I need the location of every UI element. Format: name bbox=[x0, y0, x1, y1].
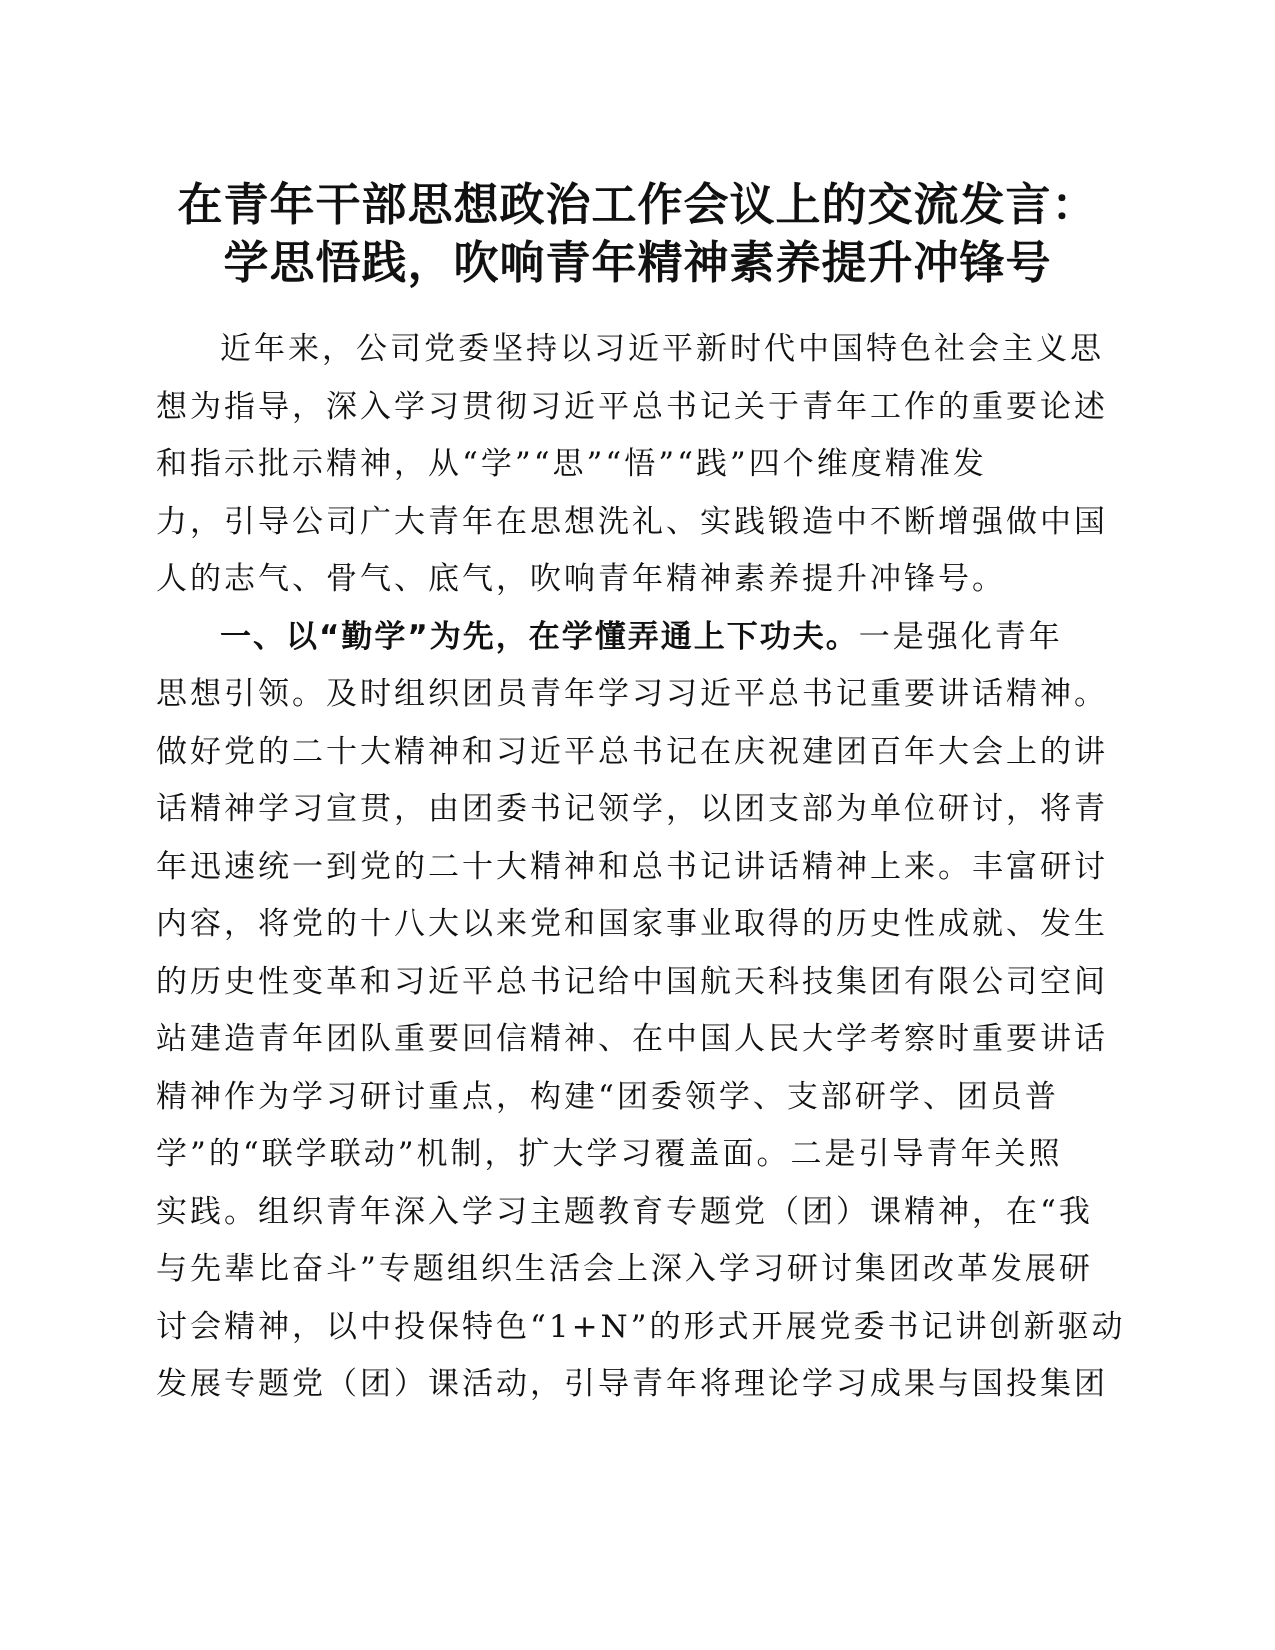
section1-first-line bbox=[156, 609, 1106, 667]
section1-line: 学”的“联学联动”机制，扩大学习覆盖面。二是引导青年关照 bbox=[156, 1136, 1063, 1172]
section1-line: 做好党的二十大精神和习近平总书记在庆祝建团百年大会上的讲 bbox=[156, 733, 1108, 770]
section1-line: 的历史性变革和习近平总书记给中国航天科技集团有限公司空间 bbox=[156, 963, 1108, 1000]
intro-line: 近年来，公司党委坚持以习近平新时代中国特色社会主义思 bbox=[220, 331, 1104, 367]
section1-line: 内容，将党的十八大以来党和国家事业取得的历史性成就、发生 bbox=[156, 906, 1108, 942]
section1-line: 实践。组织青年深入学习主题教育专题党（团）课精神，在“我 bbox=[156, 1193, 1093, 1230]
document-title-line-1: 在青年干部思想政治工作会议上的交流发言： bbox=[177, 178, 1098, 231]
section1-line: 发展专题党（团）课活动，引导青年将理论学习成果与国投集团 bbox=[156, 1366, 1108, 1402]
intro-line: 人的志气、骨气、底气，吹响青年精神素养提升冲锋号。 bbox=[156, 561, 1006, 597]
section1-line: 话精神学习宣贯，由团委书记领学，以团支部为单位研讨，将青 bbox=[156, 791, 1108, 827]
section1-line: 思想引领。及时组织团员青年学习习近平总书记重要讲话精神。 bbox=[156, 676, 1108, 712]
section1-line: 站建造青年团队重要回信精神、在中国人民大学考察时重要讲话 bbox=[156, 1021, 1108, 1057]
section1-line: 年迅速统一到党的二十大精神和总书记讲话精神上来。丰富研讨 bbox=[156, 848, 1108, 885]
section1-first-line-text: 一是强化青年 bbox=[858, 618, 1063, 655]
section1-line: 讨会精神，以中投保特色“1+N”的形式开展党委书记讲创新驱动 bbox=[156, 1308, 1126, 1345]
section1-line: 精神作为学习研讨重点，构建“团委领学、支部研学、团员普 bbox=[156, 1078, 1059, 1115]
intro-line: 和指示批示精神，从“学”“思”“悟”“践”四个维度精准发 bbox=[156, 446, 987, 482]
section1-heading: 一、以“勤学”为先，在学懂弄通上下功夫。 bbox=[220, 618, 859, 655]
section1-line: 与先辈比奋斗”专题组织生活会上深入学习研讨集团改革发展研 bbox=[156, 1251, 1093, 1287]
section1-paragraph bbox=[156, 609, 1126, 1414]
intro-paragraph bbox=[156, 321, 1106, 609]
document-body bbox=[156, 321, 1126, 1414]
intro-line: 力，引导公司广大青年在思想洗礼、实践锻造中不断增强做中国 bbox=[156, 503, 1108, 540]
intro-line: 想为指导，深入学习贯彻习近平总书记关于青年工作的重要论述 bbox=[156, 388, 1108, 425]
document-title-line-2: 学思悟践，吹响青年精神素养提升冲锋号 bbox=[223, 236, 1052, 289]
